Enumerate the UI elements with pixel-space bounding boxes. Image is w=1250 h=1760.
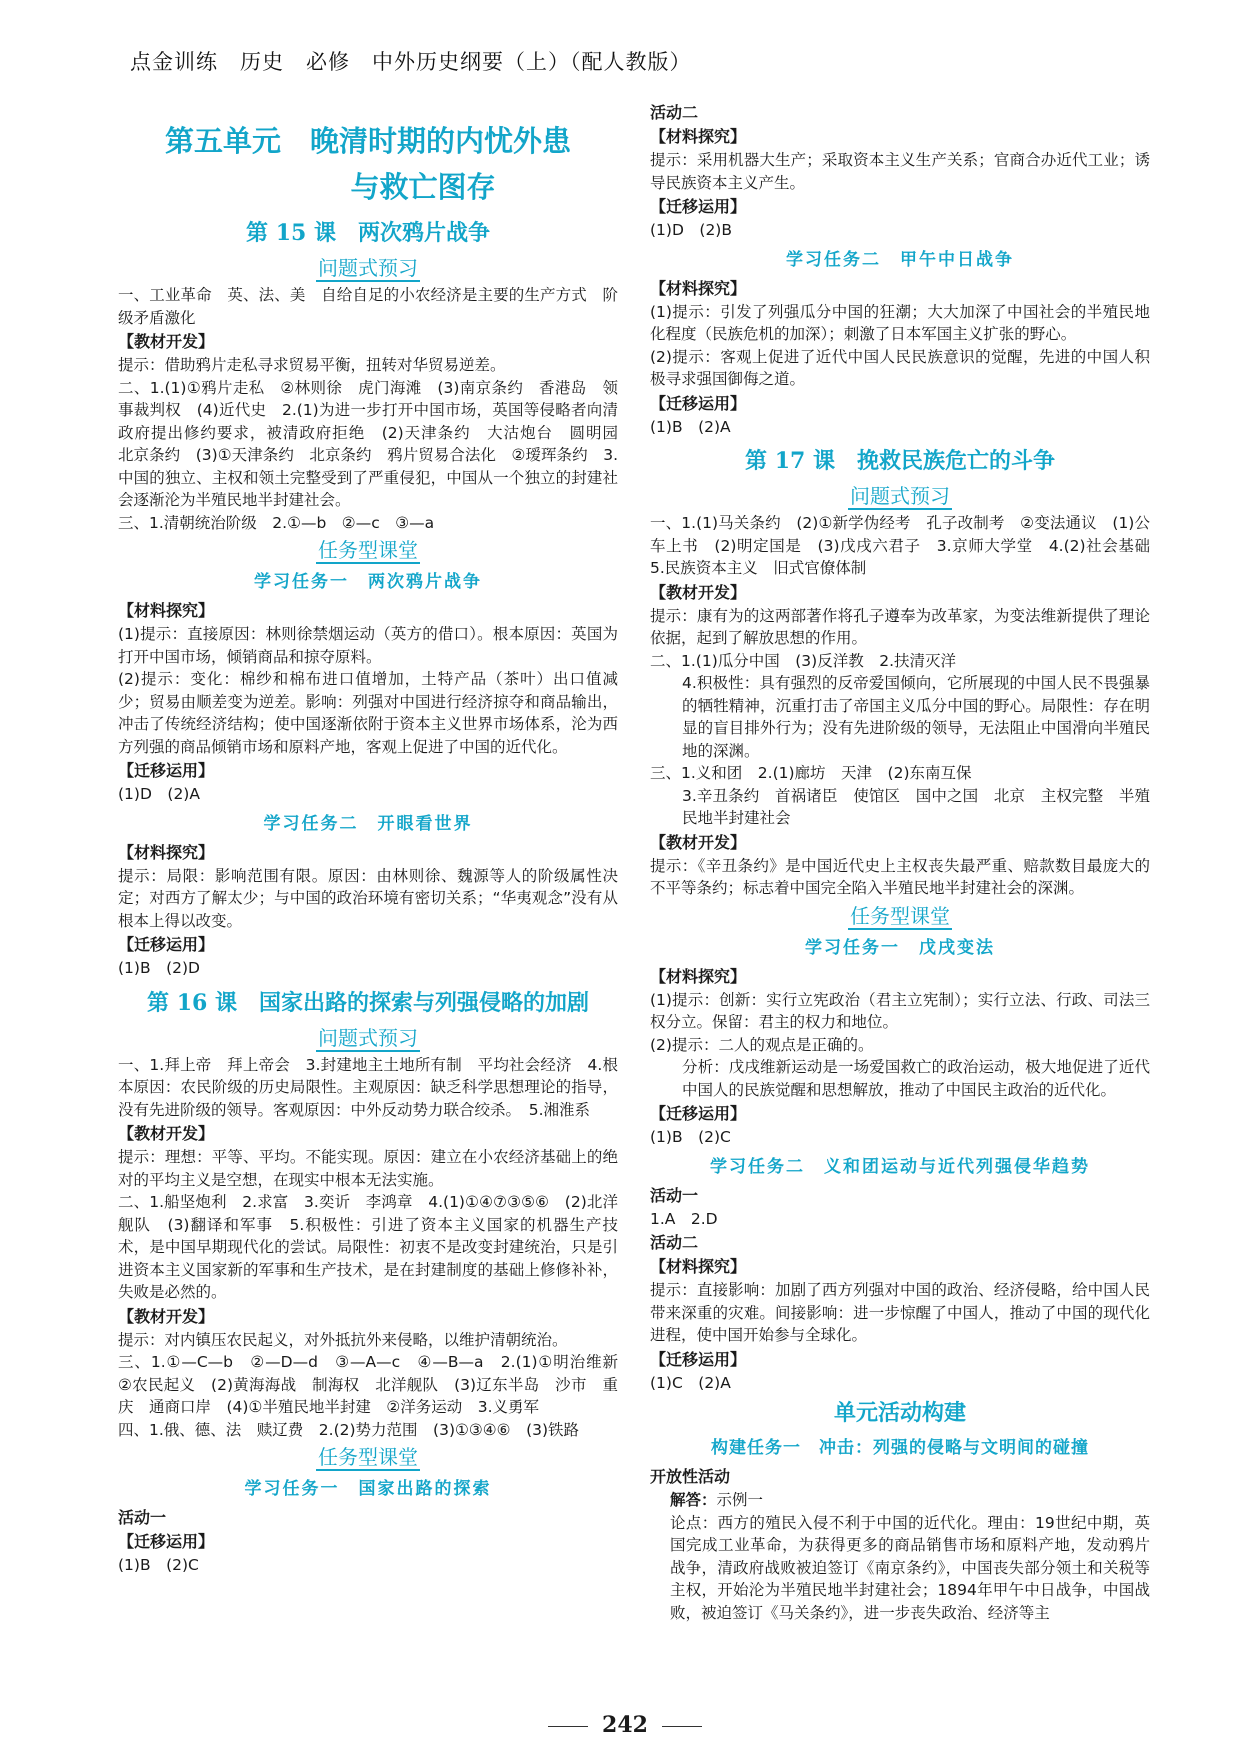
- answer-choices: (1)B (2)A: [650, 417, 731, 436]
- answer-paragraph: [650, 1489, 1150, 1512]
- answer-paragraph: 4.积极性：具有强烈的反帝爱国倾向，它所展现的中国人民不畏强暴的牺牲精神，沉重打击了帝国主义瓜分中国的野心。局限性：存在明显的盲目排外行为；没有先进阶级的领导，无法阻止中国滑向半殖民地的深渊。: [682, 674, 1150, 760]
- page-number: [0, 1712, 1250, 1738]
- answer-paragraph: 提示：采用机器大生产；采取资本主义生产关系；官商合办近代工业；诱导民族资本主义产生。: [650, 151, 1150, 192]
- answer-choices: (1)C (2)A: [650, 1373, 731, 1392]
- material-tag: 【材料探究】: [650, 966, 747, 986]
- task-title: 学习任务二 义和团运动与近代列强侵华趋势: [710, 1156, 1090, 1177]
- answer-paragraph: 提示：《辛丑条约》是中国近代史上主权丧失最严重、赔款数目最庞大的不平等条约；标志着中国完全陷入半殖民地半封建社会的深渊。: [650, 856, 1150, 897]
- running-header: 点金训练 历史 必修 中外历史纲要（上）（配人教版）: [130, 50, 692, 74]
- left-column: [118, 118, 634, 1577]
- answer-paragraph: 二、1.(1)瓜分中国 (3)反洋教 2.扶清灭洋: [650, 651, 956, 670]
- answer-paragraph: 三、1.清朝统治阶级 2.①—b ②—c ③—a: [118, 513, 435, 532]
- apply-tag: 【迁移运用】: [650, 1349, 747, 1369]
- unit-title: [118, 118, 618, 210]
- answer-paragraph: 二、1.船坚炮利 2.求富 3.奕䜣 李鸿章 4.(1)①④⑦③⑤⑥ (2)北洋舰队 (3)翻译和军事 5.积极性：引进了资本主义国家的机器生产技术，是中国早期现代化的尝试。局限性：初衷不是改变封建统治，只是引进资本主义国家新的军事和生产技术，是在封建制度的基础上修修补补，失败是必然的。: [118, 1193, 618, 1301]
- preview-heading: 问题式预习: [318, 1025, 418, 1050]
- answer-paragraph: (2)提示：客观上促进了近代中国人民民族意识的觉醒，先进的中国人积极寻求强国御侮之道。: [650, 347, 1150, 388]
- construct-task-title: 构建任务一 冲击：列强的侵略与文明间的碰撞: [711, 1438, 1089, 1458]
- answer-paragraph: (1)提示：直接原因：林则徐禁烟运动（英方的借口）。根本原因：英国为打开中国市场，倾销商品和掠夺原料。: [118, 625, 618, 666]
- unit-title-line-2: 与救亡图存: [350, 170, 496, 204]
- answer-paragraph: 一、工业革命 英、法、美 自给自足的小农经济是主要的生产方式 阶级矛盾激化: [118, 286, 618, 327]
- material-tag: 【材料探究】: [650, 127, 747, 146]
- unit-title-line-1: 第五单元 晚清时期的内忧外患: [164, 124, 571, 158]
- answer-paragraph: 四、1.俄、德、法 赎辽费 2.(2)势力范围 (3)①③④⑥ (3)铁路: [118, 1420, 580, 1439]
- page-number-dash-right: [662, 1726, 702, 1727]
- task-title: 学习任务二 开眼看世界: [263, 813, 473, 834]
- answer-paragraph: 三、1.①—C—b ②—D—d ③—A—c ④—B—a 2.(1)①明治维新 ②农民起义 (2)黄海海战 制海权 北洋舰队 (3)辽东半岛 沙市 重庆 通商口岸 (4)①半殖民地半封建 ②洋务运动 3.义勇军: [118, 1353, 634, 1416]
- answer-choices: 1.A 2.D: [650, 1209, 718, 1228]
- open-activity-label: 开放性活动: [650, 1467, 731, 1486]
- answer-choices: (1)B (2)C: [118, 1556, 199, 1574]
- right-column: [650, 100, 1166, 1624]
- apply-tag: 【迁移运用】: [650, 197, 747, 216]
- answer-paragraph: (1)提示：引发了列强瓜分中国的狂潮；大大加深了中国社会的半殖民地化程度（民族危机的加深）；刺激了日本军国主义扩张的野心。: [650, 302, 1150, 343]
- answer-choices: (1)D (2)B: [650, 221, 732, 239]
- lesson-15-title: 第 15 课 两次鸦片战争: [246, 220, 490, 246]
- apply-tag: 【迁移运用】: [118, 935, 215, 954]
- page-number-value: 242: [602, 1712, 648, 1738]
- answer-paragraph: 二、1.(1)①鸦片走私 ②林则徐 虎门海滩 (3)南京条约 香港岛 领事裁判权 (4)近代史 2.(1)为进一步打开中国市场，英国等侵略者向清政府提出修约要求，被清政府拒绝 (2)天津条约 大沽炮台 圆明园 北京条约 (3)①天津条约 北京条约 鸦片贸易合法化 ②瑷珲条约 3.中国的独立、主权和领土完整受到了严重侵犯，中国从一个独立的封建社会逐渐沦为半殖民地半封建社会。: [118, 378, 634, 509]
- answer-paragraph: 一、1.拜上帝 拜上帝会 3.封建地主土地所有制 平均社会经济 4.根本原因：农民阶级的历史局限性。主观原因：缺乏科学思想理论的指导，没有先进阶级的领导。客观原因：中外反动势力联合绞杀。 5.湘淮系: [118, 1055, 618, 1119]
- page-number-dash-left: [548, 1726, 588, 1727]
- activity-label: 活动二: [650, 1233, 699, 1252]
- task-title: 学习任务二 甲午中日战争: [786, 249, 1014, 270]
- answer-paragraph: 提示：借助鸦片走私寻求贸易平衡，扭转对华贸易逆差。: [118, 356, 506, 374]
- answer-paragraph: (1)提示：创新：实行立宪政治（君主立宪制）；实行立法、行政、司法三权分立。保留：君主的权力和地位。: [650, 990, 1150, 1031]
- activity-label: 活动二: [650, 103, 699, 122]
- answer-paragraph: 一、1.(1)马关条约 (2)①新学伪经考 孔子改制考 ②变法通议 (1)公车上书 (2)明定国是 (3)戊戌六君子 3.京师大学堂 4.(2)社会基础 5.民族资本主义 旧式官僚体制: [650, 514, 1166, 577]
- task-title: 学习任务一 两次鸦片战争: [254, 572, 482, 592]
- apply-tag: 【迁移运用】: [650, 393, 747, 413]
- answer-paragraph: 三、1.义和团 2.(1)廊坊 天津 (2)东南互保: [650, 764, 972, 782]
- material-tag: 【材料探究】: [118, 842, 215, 862]
- class-heading: 任务型课堂: [850, 903, 950, 928]
- class-heading: 任务型课堂: [318, 538, 418, 562]
- preview-heading: 问题式预习: [850, 484, 950, 508]
- lesson-17-title: 第 17 课 挽救民族危亡的斗争: [745, 448, 1055, 474]
- material-tag: 【材料探究】: [650, 278, 747, 298]
- answer-paragraph: 提示：康有为的这两部著作将孔子遵奉为改革家，为变法维新提供了理论依据，起到了解放思想的作用。: [650, 606, 1150, 647]
- material-tag: 【材料探究】: [650, 1257, 747, 1276]
- answer-choices: (1)B (2)D: [118, 959, 200, 977]
- textbook-tag: 【教材开发】: [650, 832, 747, 852]
- answer-choices: (1)D (2)A: [118, 785, 200, 803]
- answer-paragraph: 提示：直接影响：加剧了西方列强对中国的政治、经济侵略，给中国人民带来深重的灾难。间接影响：进一步惊醒了中国人，推动了中国的现代化进程，使中国开始参与全球化。: [650, 1281, 1150, 1344]
- unit-activity-title: 单元活动构建: [833, 1400, 966, 1426]
- task-title: 学习任务一 戊戌变法: [805, 937, 995, 958]
- apply-tag: 【迁移运用】: [650, 1104, 747, 1123]
- textbook-tag: 【教材开发】: [118, 1306, 215, 1326]
- activity-label: 活动一: [650, 1185, 699, 1205]
- textbook-tag: 【教材开发】: [118, 332, 215, 351]
- answer-paragraph: 论点：西方的殖民入侵不利于中国的近代化。理由：19世纪中期，英国完成工业革命，为获得更多的商品销售市场和原料产地，发动鸦片战争，清政府战败被迫签订《南京条约》，中国丧失部分领土和关税等主权，开始沦为半殖民地半封建社会；1894年甲午中日战争，中国战败，被迫签订《马关条约》，进一步丧失政治、经济等主: [670, 1513, 1150, 1622]
- lesson-16-title: 第 16 课 国家出路的探索与列强侵略的加剧: [147, 989, 589, 1016]
- textbook-tag: 【教材开发】: [650, 582, 747, 602]
- answer-choices: (1)B (2)C: [650, 1128, 731, 1146]
- answer-paragraph: 提示：对内镇压农民起义，对外抵抗外来侵略，以维护清朝统治。: [118, 1330, 568, 1349]
- textbook-tag: 【教材开发】: [118, 1124, 215, 1143]
- answer-paragraph: 提示：理想：平等、平均。不能实现。原因：建立在小农经济基础上的绝对的平均主义是空想，在现实中根本无法实施。: [118, 1148, 618, 1189]
- apply-tag: 【迁移运用】: [118, 761, 215, 780]
- answer-paragraph: (2)提示：变化：棉纱和棉布进口值增加，土特产品（茶叶）出口值减少；贸易由顺差变为逆差。影响：列强对中国进行经济掠夺和商品输出，冲击了传统经济结构；使中国逐渐依附于资本主义世界市场体系，沦为西方列强的商品倾销市场和原料产地，客观上促进了中国的近代化。: [118, 670, 618, 756]
- material-tag: 【材料探究】: [118, 601, 215, 620]
- answer-paragraph: 分析：戊戌维新运动是一场爱国救亡的政治运动，极大地促进了近代中国人的民族觉醒和思想解放，推动了中国民主政治的近代化。: [682, 1058, 1150, 1099]
- answer-paragraph: (2)提示：二人的观点是正确的。: [650, 1035, 874, 1054]
- answer-paragraph: 提示：局限：影响范围有限。原因：由林则徐、魏源等人的阶级属性决定；对西方了解太少；与中国的政治环境有密切关系；“华夷观念”没有从根本上得以改变。: [118, 866, 618, 930]
- answer-paragraph: 3.辛丑条约 首祸诸臣 使馆区 国中之国 北京 主权完整 半殖民地半封建社会: [682, 786, 1150, 827]
- example-label: 示例一: [716, 1491, 764, 1509]
- activity-label: 活动一: [118, 1508, 167, 1527]
- class-heading: 任务型课堂: [318, 1445, 418, 1469]
- apply-tag: 【迁移运用】: [118, 1532, 215, 1551]
- preview-heading: 问题式预习: [318, 256, 418, 280]
- task-title: 学习任务一 国家出路的探索: [244, 1479, 492, 1499]
- answer-label: 解答：: [670, 1491, 717, 1509]
